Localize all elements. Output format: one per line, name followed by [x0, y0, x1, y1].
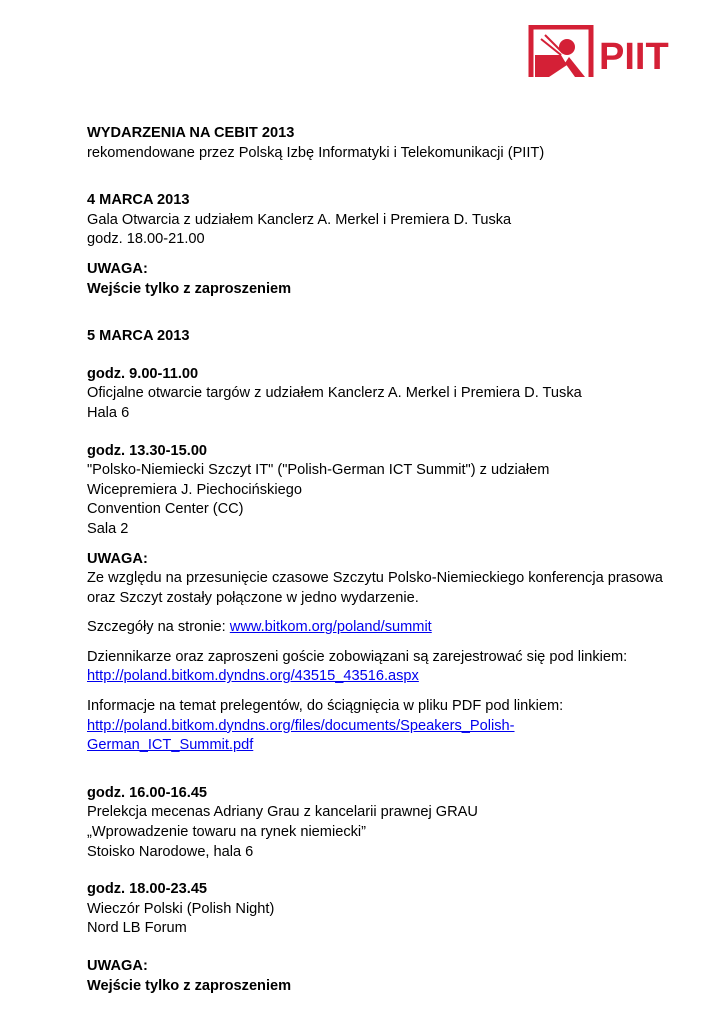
e1-time: godz. 9.00-11.00: [87, 365, 199, 382]
e2-speakers-text: Informacje na temat prelegentów, do ściągnięcia w pliku PDF pod linkiem:: [87, 698, 564, 715]
e2-line3: Convention Center (CC): [87, 501, 244, 518]
e2-line2: Wicepremiera J. Piechocińskiego: [87, 481, 302, 498]
day1-note-label: UWAGA:: [87, 260, 148, 277]
e4-time: godz. 18.00-23.45: [87, 881, 208, 898]
e3-line1: Prelekcja mecenas Adriany Grau z kancelarii prawnej GRAU: [87, 804, 478, 821]
bitkom-summit-link[interactable]: www.bitkom.org/poland/summit: [229, 619, 432, 636]
e1-desc: Oficjalne otwarcie targów z udziałem Kanclerz A. Merkel i Premiera D. Tuska: [87, 385, 582, 402]
piit-logo: [527, 25, 677, 81]
e4-note-text: Wejście tylko z zaproszeniem: [87, 977, 292, 994]
e2-note-line1: Ze względu na przesunięcie czasowe Szczytu Polsko-Niemieckiego konferencja prasowa: [87, 570, 663, 587]
day1-time: godz. 18.00-21.00: [87, 231, 205, 248]
e2-journalists-text: Dziennikarze oraz zaproszeni goście zobowiązani są zarejestrować się pod linkiem:: [87, 648, 628, 665]
e3-line3: Stoisko Narodowe, hala 6: [87, 843, 254, 860]
e2-note-line2: oraz Szczyt zostały połączone w jedno wydarzenie.: [87, 589, 419, 606]
speakers-pdf-link-part2[interactable]: German_ICT_Summit.pdf: [87, 737, 254, 754]
page-subtitle: rekomendowane przez Polską Izbę Informatyki i Telekomunikacji (PIIT): [87, 144, 545, 161]
e3-line2: „Wprowadzenie towaru na rynek niemiecki”: [87, 824, 367, 841]
document-body: [87, 124, 697, 996]
e4-note-label: UWAGA:: [87, 958, 148, 974]
day1-event: Gala Otwarcia z udziałem Kanclerz A. Merkel i Premiera D. Tuska: [87, 211, 512, 228]
logo-text: PIIT: [599, 36, 669, 78]
day1-note-text: Wejście tylko z zaproszeniem: [87, 280, 292, 297]
registration-link[interactable]: http://poland.bitkom.dyndns.org/43515_43516.aspx: [87, 668, 419, 685]
e2-line1: "Polsko-Niemiecki Szczyt IT" ("Polish-German ICT Summit") z udziałem: [87, 462, 550, 479]
e2-details: [87, 618, 697, 638]
e4-line1: Wieczór Polski (Polish Night): [87, 900, 275, 917]
piit-logo-icon: [527, 25, 677, 81]
day2-date: 5 MARCA 2013: [87, 328, 190, 345]
e4-line2: Nord LB Forum: [87, 920, 187, 937]
e3-time: godz. 16.00-16.45: [87, 784, 208, 801]
e2-time: godz. 13.30-15.00: [87, 442, 208, 459]
speakers-pdf-link-part1[interactable]: http://poland.bitkom.dyndns.org/files/documents/Speakers_Polish-: [87, 717, 515, 734]
e2-note-label: UWAGA:: [87, 550, 148, 567]
e2-details-prefix: Szczegóły na stronie:: [87, 619, 230, 636]
page-title: WYDARZENIA NA CEBIT 2013: [87, 125, 295, 141]
day1-date: 4 MARCA 2013: [87, 192, 190, 209]
e2-line4: Sala 2: [87, 520, 129, 537]
e1-place: Hala 6: [87, 404, 130, 421]
